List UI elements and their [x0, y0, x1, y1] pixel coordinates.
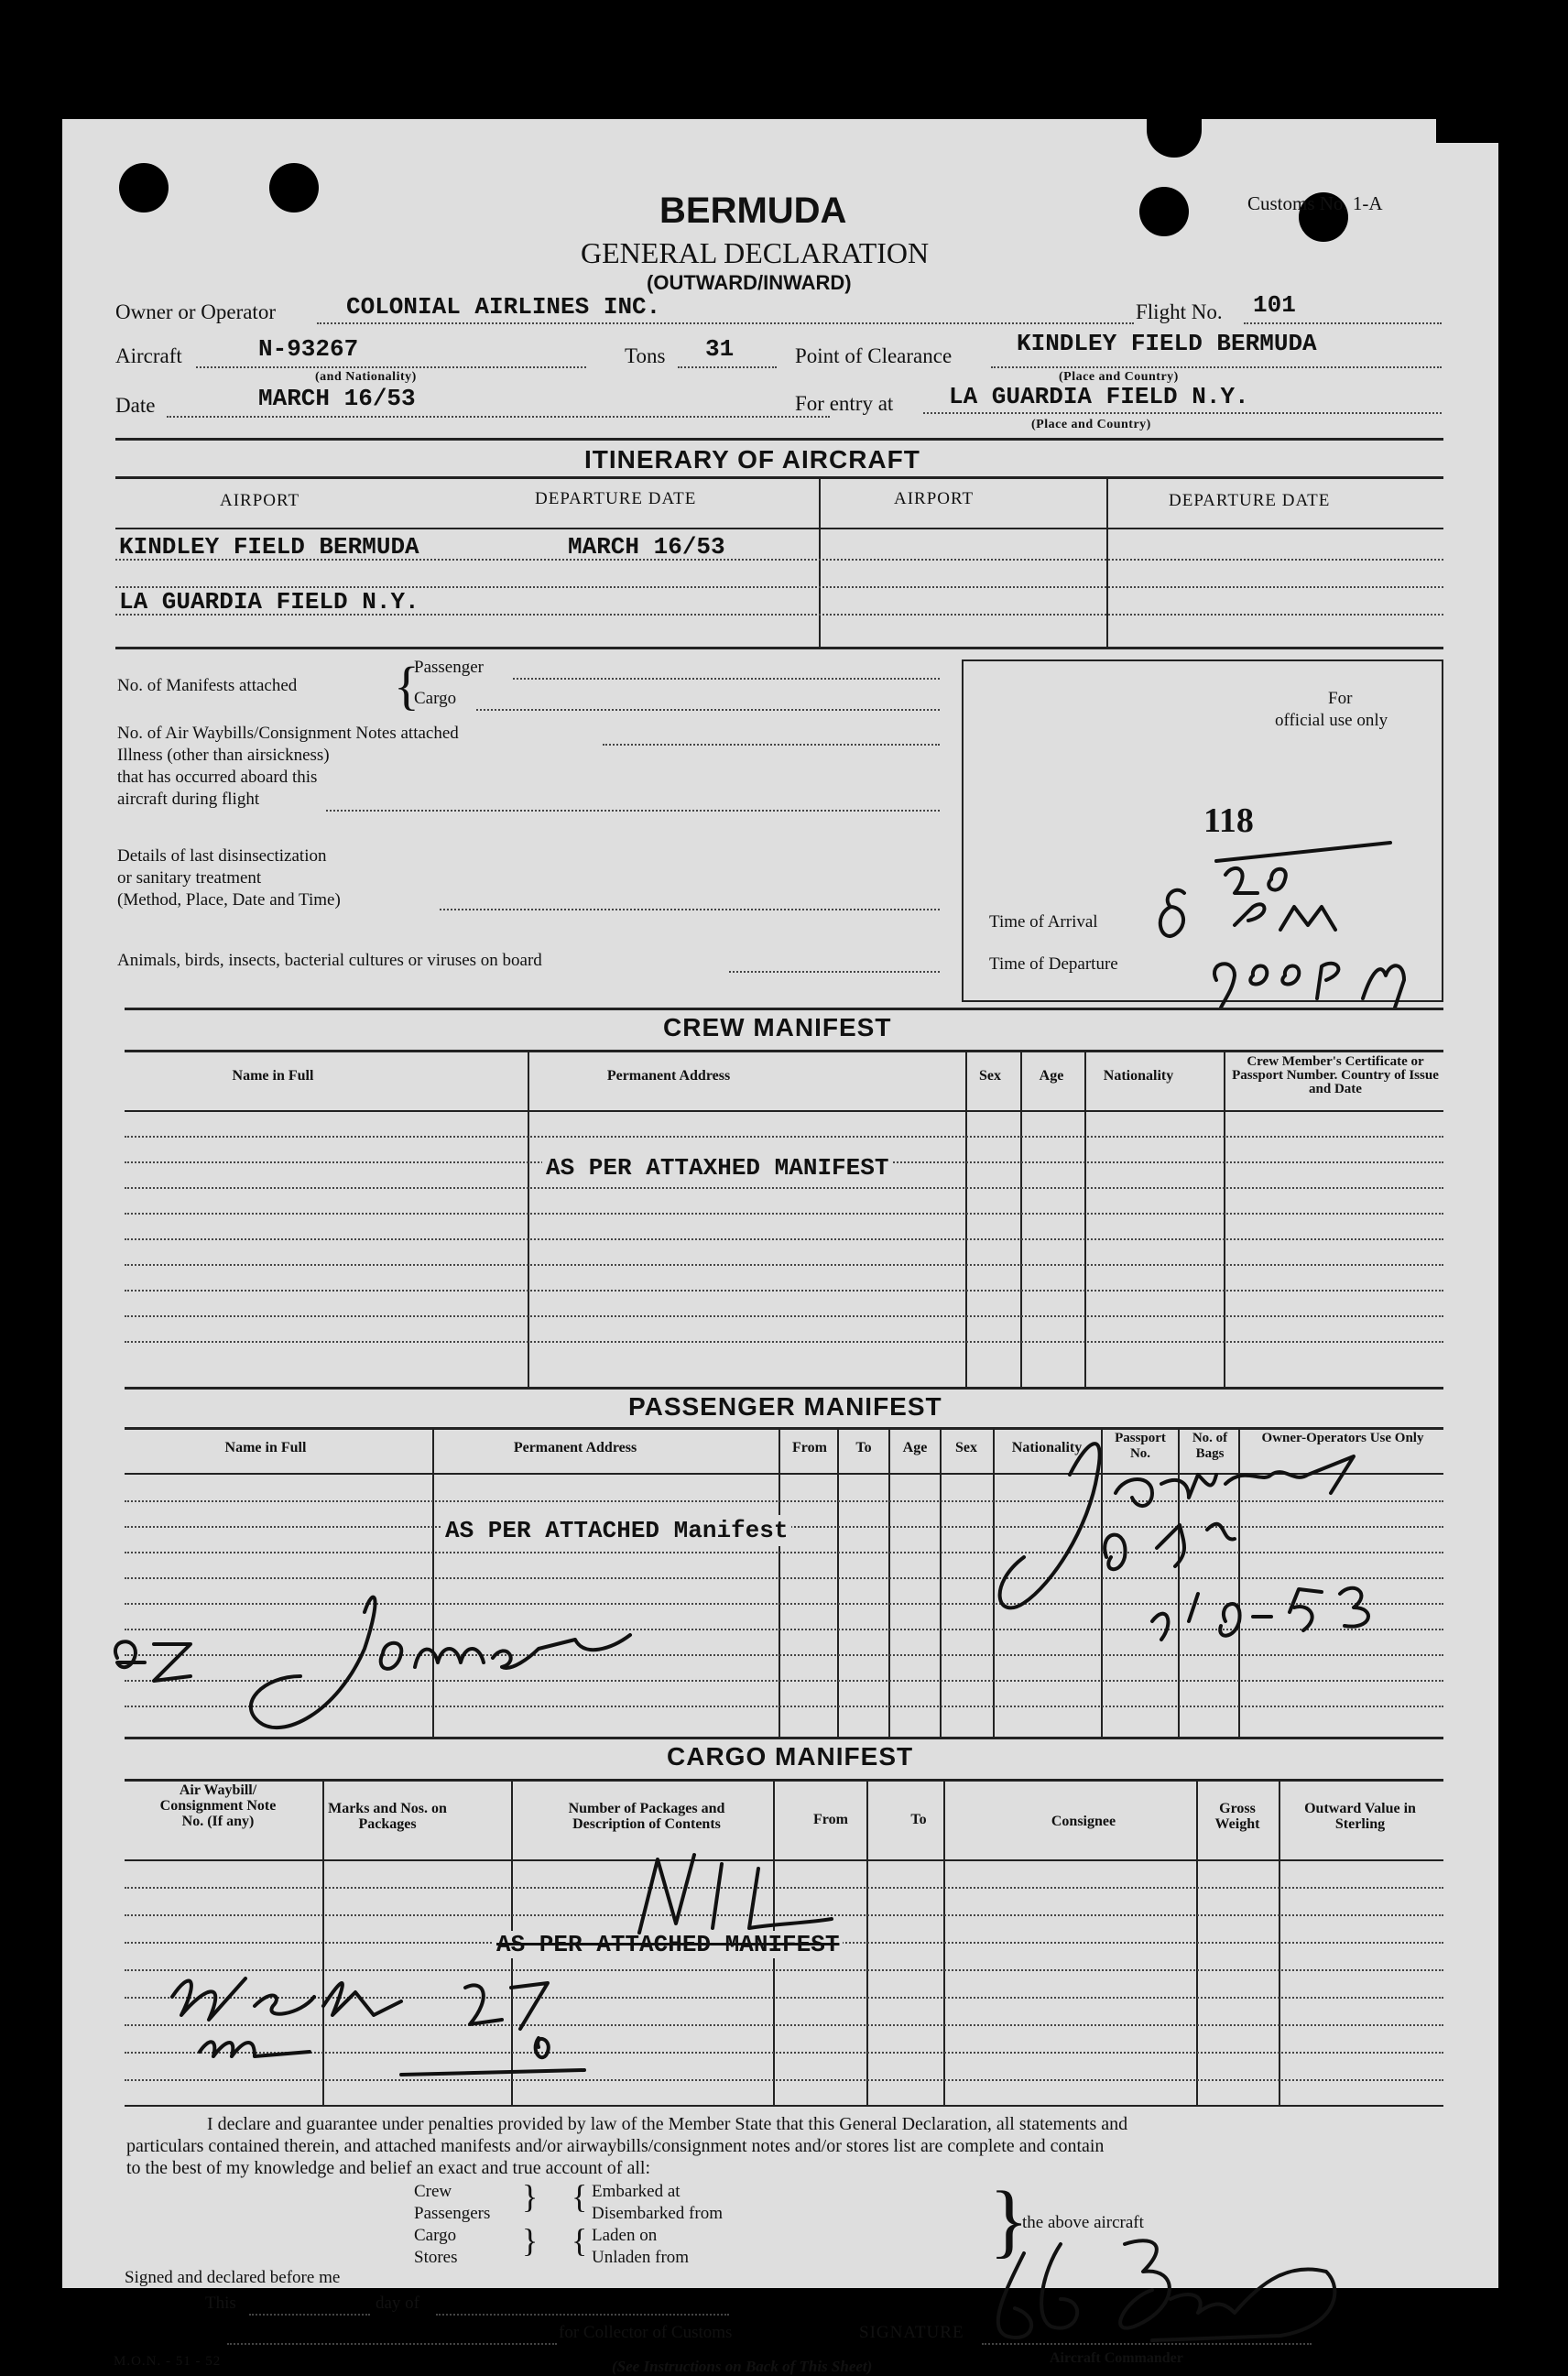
handwritten-cargo-tally	[117, 1841, 593, 2070]
crew-col-address: Permanent Address	[606, 1068, 731, 1084]
owner-line	[317, 322, 1134, 324]
manifests-label: No. of Manifests attached	[117, 676, 298, 695]
brace: }	[522, 2178, 539, 2215]
commander-signature	[969, 2226, 1354, 2354]
decl-day-of: day of	[376, 2294, 420, 2313]
rule	[115, 647, 1443, 649]
official-label-2: official use only	[1275, 711, 1388, 730]
waybills-label: No. of Air Waybills/Consignment Notes attached	[117, 724, 459, 743]
passenger-note: AS PER ATTACHED Manifest	[441, 1515, 791, 1546]
itinerary-title: ITINERARY OF AIRCRAFT	[584, 445, 920, 474]
decl-above-aircraft: the above aircraft	[1022, 2213, 1144, 2232]
day-of-line	[436, 2314, 729, 2316]
brace: }	[522, 2222, 539, 2259]
cargo-col-to: To	[910, 1812, 927, 1827]
column-divider	[1224, 1050, 1225, 1389]
rule	[125, 1008, 1443, 1010]
clearance-note: (Place and Country)	[1059, 370, 1179, 384]
pax-col-from: From	[792, 1440, 827, 1455]
date-label: Date	[115, 394, 156, 417]
itinerary-col-date: DEPARTURE DATE	[535, 489, 697, 508]
declaration-text-3: to the best of my knowledge and belief an exact and true account of all:	[126, 2158, 651, 2178]
rule	[115, 438, 1443, 441]
aircraft-value: N-93267	[258, 335, 359, 363]
punch-hole	[269, 163, 319, 213]
decl-passengers: Passengers	[414, 2204, 491, 2223]
rule	[125, 1737, 1443, 1739]
decl-disembarked: Disembarked from	[592, 2204, 723, 2223]
column-divider	[965, 1050, 967, 1389]
column-divider	[819, 476, 821, 648]
pax-col-name: Name in Full	[224, 1440, 307, 1455]
flight-value: 101	[1253, 291, 1296, 319]
row-line	[125, 1341, 1443, 1343]
rule	[125, 1110, 1443, 1112]
cargo-col-packages: Number of Packages and Description of Contents	[568, 1801, 725, 1832]
aircraft-note: (and Nationality)	[315, 370, 417, 384]
column-divider	[779, 1427, 780, 1738]
owner-label: Owner or Operator	[115, 300, 276, 323]
disinsect-line-3: (Method, Place, Date and Time)	[117, 890, 341, 910]
brace: }	[989, 2175, 1029, 2266]
tons-label: Tons	[625, 344, 666, 367]
passenger-line	[513, 678, 940, 680]
crew-title: CREW MANIFEST	[663, 1013, 892, 1041]
declaration-text-2: particulars contained therein, and attached manifests and/or airwaybills/consignment notes and/or stores list are complete and contain	[126, 2136, 1105, 2156]
handwritten-initials	[99, 1585, 685, 1749]
crew-col-name: Name in Full	[232, 1068, 314, 1084]
waybills-line	[603, 744, 940, 746]
decl-commander: Aircraft Commander	[1050, 2350, 1183, 2366]
pax-col-bags: No. of Bags	[1192, 1431, 1228, 1461]
disinsect-line-1: Details of last disinsectization	[117, 846, 327, 866]
handwritten-signature	[969, 1346, 1445, 1649]
official-number: 118	[1203, 801, 1254, 840]
itinerary-col-date-2: DEPARTURE DATE	[1169, 491, 1331, 510]
clearance-line	[991, 366, 1442, 368]
tons-value: 31	[705, 335, 735, 363]
animals-line	[729, 971, 940, 973]
form-direction: (OUTWARD/INWARD)	[647, 271, 852, 294]
row-line	[125, 1136, 1443, 1138]
disinsect-line-2: or sanitary treatment	[117, 868, 262, 888]
brace: {	[394, 656, 419, 715]
footer-code: M.O.N. - 51 - 52	[114, 2354, 222, 2369]
entry-value: LA GUARDIA FIELD N.Y.	[949, 383, 1249, 410]
column-divider	[1020, 1050, 1022, 1389]
owner-value: COLONIAL AIRLINES INC.	[346, 293, 661, 321]
decl-collector: for Collector of Customs	[559, 2323, 733, 2342]
punch-hole	[1139, 187, 1189, 236]
pax-col-address: Permanent Address	[513, 1440, 637, 1455]
itinerary-col-airport: AIRPORT	[220, 491, 300, 510]
rule	[125, 1050, 1443, 1052]
cargo-label: Cargo	[414, 689, 457, 708]
handwritten-departure-time	[1198, 943, 1454, 1017]
row-line	[125, 2079, 1443, 2081]
cargo-note-struck: AS PER ATTACHED MANIFEST	[493, 1931, 843, 1958]
illness-line-3: aircraft during flight	[117, 790, 260, 809]
cargo-col-from: From	[813, 1812, 848, 1827]
cargo-col-waybill: Air Waybill/ Consignment Note No. (If any)	[159, 1782, 277, 1829]
clearance-value: KINDLEY FIELD BERMUDA	[1017, 330, 1317, 357]
column-divider	[1084, 1050, 1086, 1389]
crew-note: AS PER ATTAXHED MANIFEST	[542, 1152, 892, 1183]
row-line	[125, 1213, 1443, 1215]
decl-stores: Stores	[414, 2248, 458, 2267]
decl-this: This	[205, 2294, 236, 2313]
column-divider	[528, 1050, 529, 1389]
column-divider	[940, 1427, 942, 1738]
pax-col-age: Age	[902, 1440, 928, 1455]
illness-line-1: Illness (other than airsickness)	[117, 746, 330, 765]
brace: {	[572, 2178, 588, 2215]
aircraft-line	[196, 366, 586, 368]
arrival-label: Time of Arrival	[989, 912, 1098, 932]
cargo-title: CARGO MANIFEST	[667, 1742, 914, 1771]
date-value: MARCH 16/53	[258, 385, 416, 412]
form-number: Customs No. 1-A	[1247, 192, 1383, 214]
page-notch	[1436, 119, 1498, 143]
declaration-text-1: I declare and guarantee under penalties provided by law of the Member State that this General Declaration, all statements and	[207, 2114, 1128, 2134]
crew-col-nationality: Nationality	[1103, 1068, 1174, 1084]
itinerary-row-airport: LA GUARDIA FIELD N.Y.	[119, 588, 419, 616]
row-line	[125, 1238, 1443, 1240]
punch-hole	[119, 163, 169, 213]
decl-signature: SIGNATURE	[859, 2323, 964, 2342]
passenger-title: PASSENGER MANIFEST	[628, 1392, 942, 1421]
cargo-col-value: Outward Value in Sterling	[1304, 1801, 1416, 1832]
flight-label: Flight No.	[1136, 300, 1223, 323]
entry-note: (Place and Country)	[1031, 418, 1151, 431]
illness-line-2: that has occurred aboard this	[117, 768, 318, 787]
entry-line	[923, 412, 1442, 414]
decl-crew: Crew	[414, 2182, 452, 2201]
cargo-line	[476, 709, 940, 711]
decl-embarked: Embarked at	[592, 2182, 681, 2201]
decl-cargo: Cargo	[414, 2226, 457, 2245]
handwritten-nil	[621, 1850, 859, 1942]
crew-col-sex: Sex	[979, 1068, 1001, 1084]
brace: {	[572, 2222, 588, 2259]
form-title: BERMUDA	[659, 191, 847, 231]
pax-col-passport: Passport No.	[1115, 1431, 1166, 1461]
disinsect-line	[440, 909, 940, 910]
entry-label: For entry at	[795, 392, 894, 415]
flight-line	[1244, 322, 1442, 324]
pax-col-sex: Sex	[955, 1440, 977, 1455]
column-divider	[837, 1427, 839, 1738]
itinerary-row-date: MARCH 16/53	[568, 533, 725, 561]
decl-laden: Laden on	[592, 2226, 658, 2245]
column-divider	[1106, 476, 1108, 648]
cargo-col-marks: Marks and Nos. on Packages	[328, 1801, 447, 1832]
official-label-1: For	[1328, 689, 1353, 708]
row-line	[125, 1315, 1443, 1317]
rule	[115, 528, 1443, 529]
row-line	[125, 1187, 1443, 1189]
crew-col-certificate: Crew Member's Certificate or Passport Number. Country of Issue and Date	[1232, 1054, 1439, 1096]
tons-line	[678, 366, 777, 368]
illness-line	[326, 810, 940, 812]
column-divider	[888, 1427, 890, 1738]
rule	[115, 476, 1443, 479]
crew-col-age: Age	[1039, 1068, 1064, 1084]
footer-instructions: (See Instructions on Back of This Sheet)	[612, 2358, 873, 2375]
passenger-label: Passenger	[414, 658, 484, 677]
row-line	[125, 1264, 1443, 1266]
date-line	[167, 416, 830, 418]
this-line	[249, 2314, 370, 2316]
form-subtitle: GENERAL DECLARATION	[581, 236, 930, 269]
row-line	[125, 1290, 1443, 1292]
pax-col-to: To	[855, 1440, 872, 1455]
clearance-label: Point of Clearance	[795, 344, 953, 367]
departure-label: Time of Departure	[989, 954, 1118, 974]
itinerary-row-airport: KINDLEY FIELD BERMUDA	[119, 533, 419, 561]
rule	[125, 2105, 1443, 2107]
aircraft-label: Aircraft	[115, 344, 182, 367]
decl-signed: Signed and declared before me	[125, 2268, 341, 2287]
declaration-sheet	[62, 119, 1498, 2375]
cargo-col-weight: Gross Weight	[1214, 1801, 1260, 1832]
cargo-col-consignee: Consignee	[1051, 1814, 1116, 1829]
pax-col-owner: Owner-Operators Use Only	[1261, 1431, 1424, 1445]
page-notch	[1147, 119, 1202, 158]
animals-label: Animals, birds, insects, bacterial cultures or viruses on board	[117, 951, 542, 970]
collector-line	[227, 2343, 557, 2345]
decl-unladen: Unladen from	[592, 2248, 690, 2267]
pax-col-nationality: Nationality	[1011, 1440, 1083, 1455]
itinerary-col-airport-2: AIRPORT	[894, 489, 975, 508]
